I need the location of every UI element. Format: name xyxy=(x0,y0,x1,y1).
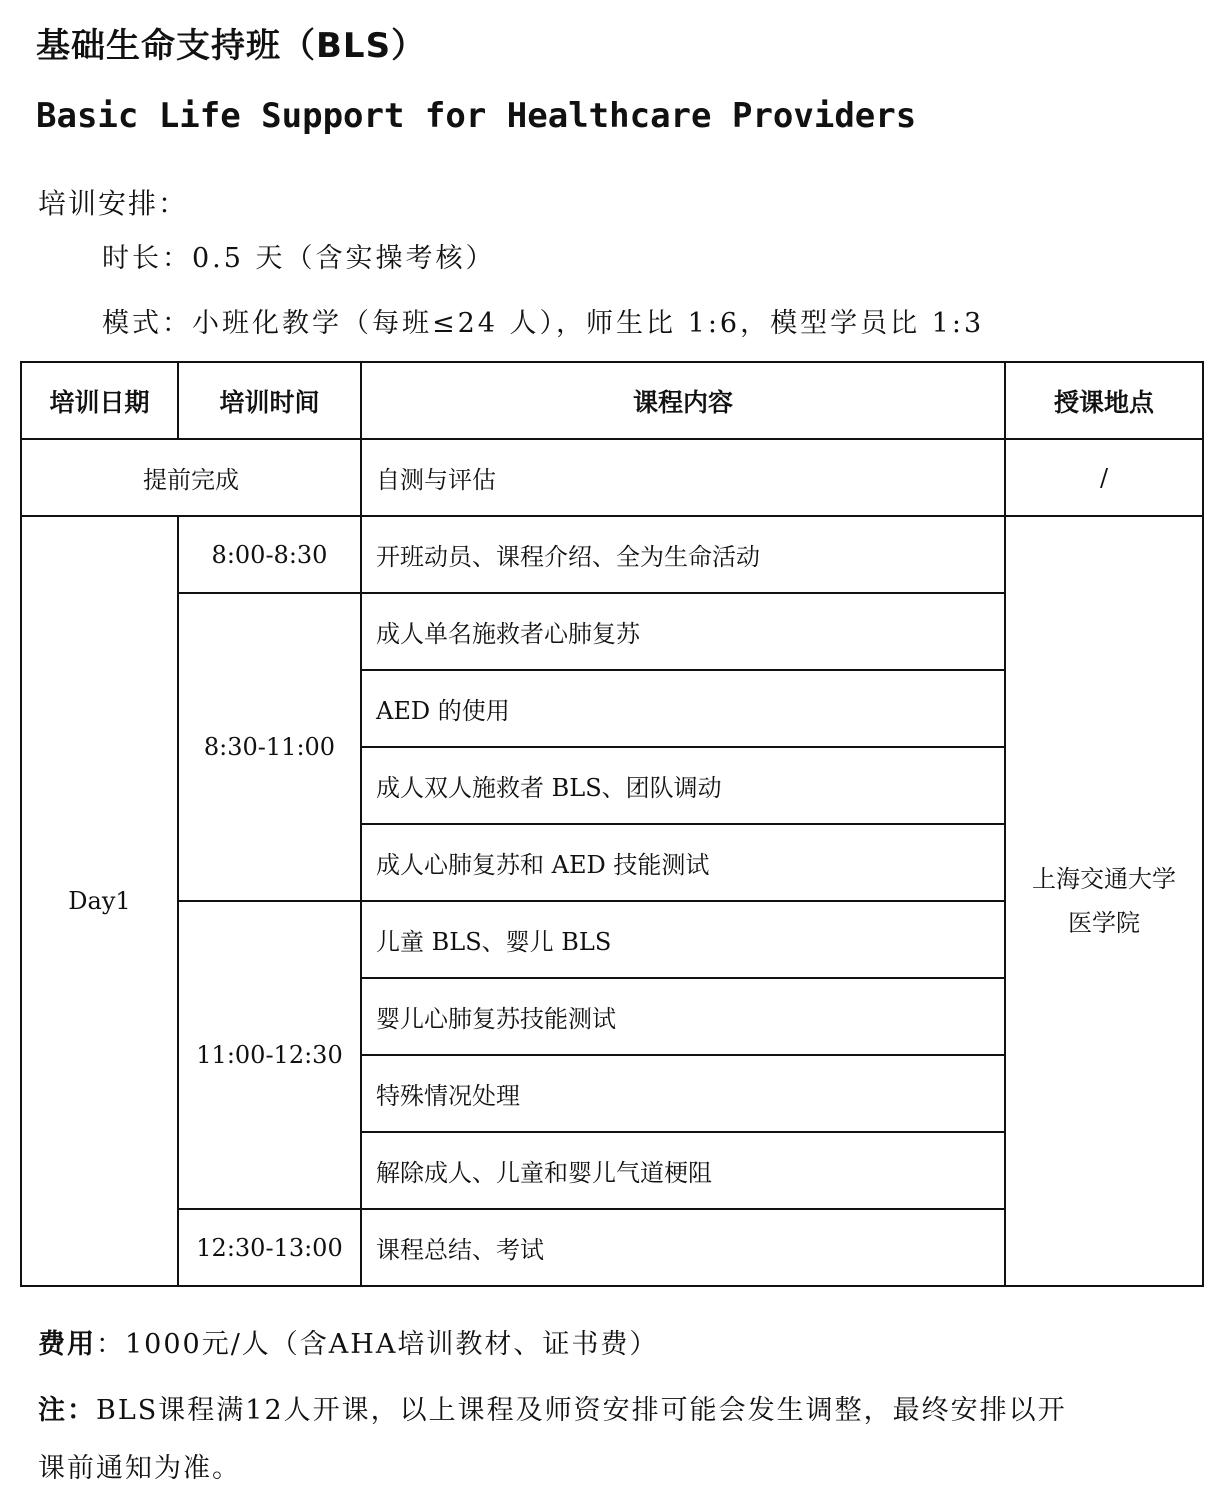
place-line-2: 医学院 xyxy=(1068,909,1140,937)
note-label: 注： xyxy=(38,1395,96,1426)
content-cell: 成人双人施救者 BLS、团队调动 xyxy=(361,747,1005,824)
note-line-1 xyxy=(38,1388,1067,1427)
content-cell: 解除成人、儿童和婴儿气道梗阻 xyxy=(361,1132,1005,1209)
content-cell: 成人单名施救者心肺复苏 xyxy=(361,593,1005,670)
header-date: 培训日期 xyxy=(21,362,178,439)
fee-text: ：1000元/人（含AHA培训教材、证书费） xyxy=(96,1329,659,1360)
duration-line: 时长：0.5 天（含实操考核） xyxy=(102,243,496,274)
content-cell: 特殊情况处理 xyxy=(361,1055,1005,1132)
content-cell: 课程总结、考试 xyxy=(361,1209,1005,1286)
table-row xyxy=(21,439,1203,516)
mode-line: 模式：小班化教学（每班≤24 人），师生比 1:6，模型学员比 1:3 xyxy=(102,308,985,339)
pre-place: / xyxy=(1005,439,1203,516)
time-cell: 12:30-13:00 xyxy=(178,1209,361,1286)
arrangement-heading: 培训安排： xyxy=(38,187,189,220)
note-line-2: 课前通知为准。 xyxy=(38,1453,241,1484)
content-cell: 婴儿心肺复苏技能测试 xyxy=(361,978,1005,1055)
pre-label: 提前完成 xyxy=(21,439,361,516)
content-cell: 开班动员、课程介绍、全为生命活动 xyxy=(361,516,1005,593)
fee-label: 费用 xyxy=(38,1329,96,1360)
place-cell xyxy=(1005,516,1203,1286)
page-title: 基础生命支持班（BLS） xyxy=(36,26,427,66)
table-row xyxy=(21,516,1203,593)
header-place: 授课地点 xyxy=(1005,362,1203,439)
time-cell: 8:00-8:30 xyxy=(178,516,361,593)
pre-content: 自测与评估 xyxy=(361,439,1005,516)
content-cell: 成人心肺复苏和 AED 技能测试 xyxy=(361,824,1005,901)
fee-line xyxy=(38,1322,658,1361)
table-header-row xyxy=(21,362,1203,439)
time-cell: 11:00-12:30 xyxy=(178,901,361,1209)
header-content: 课程内容 xyxy=(361,362,1005,439)
time-cell: 8:30-11:00 xyxy=(178,593,361,901)
page-subtitle: Basic Life Support for Healthcare Providers xyxy=(36,96,917,136)
header-time: 培训时间 xyxy=(178,362,361,439)
day-cell: Day1 xyxy=(21,516,178,1286)
content-cell: 儿童 BLS、婴儿 BLS xyxy=(361,901,1005,978)
schedule-table xyxy=(20,361,1204,1287)
content-cell: AED 的使用 xyxy=(361,670,1005,747)
note-text-1: BLS课程满12人开课，以上课程及师资安排可能会发生调整，最终安排以开 xyxy=(96,1395,1067,1426)
place-line-1: 上海交通大学 xyxy=(1032,865,1176,893)
